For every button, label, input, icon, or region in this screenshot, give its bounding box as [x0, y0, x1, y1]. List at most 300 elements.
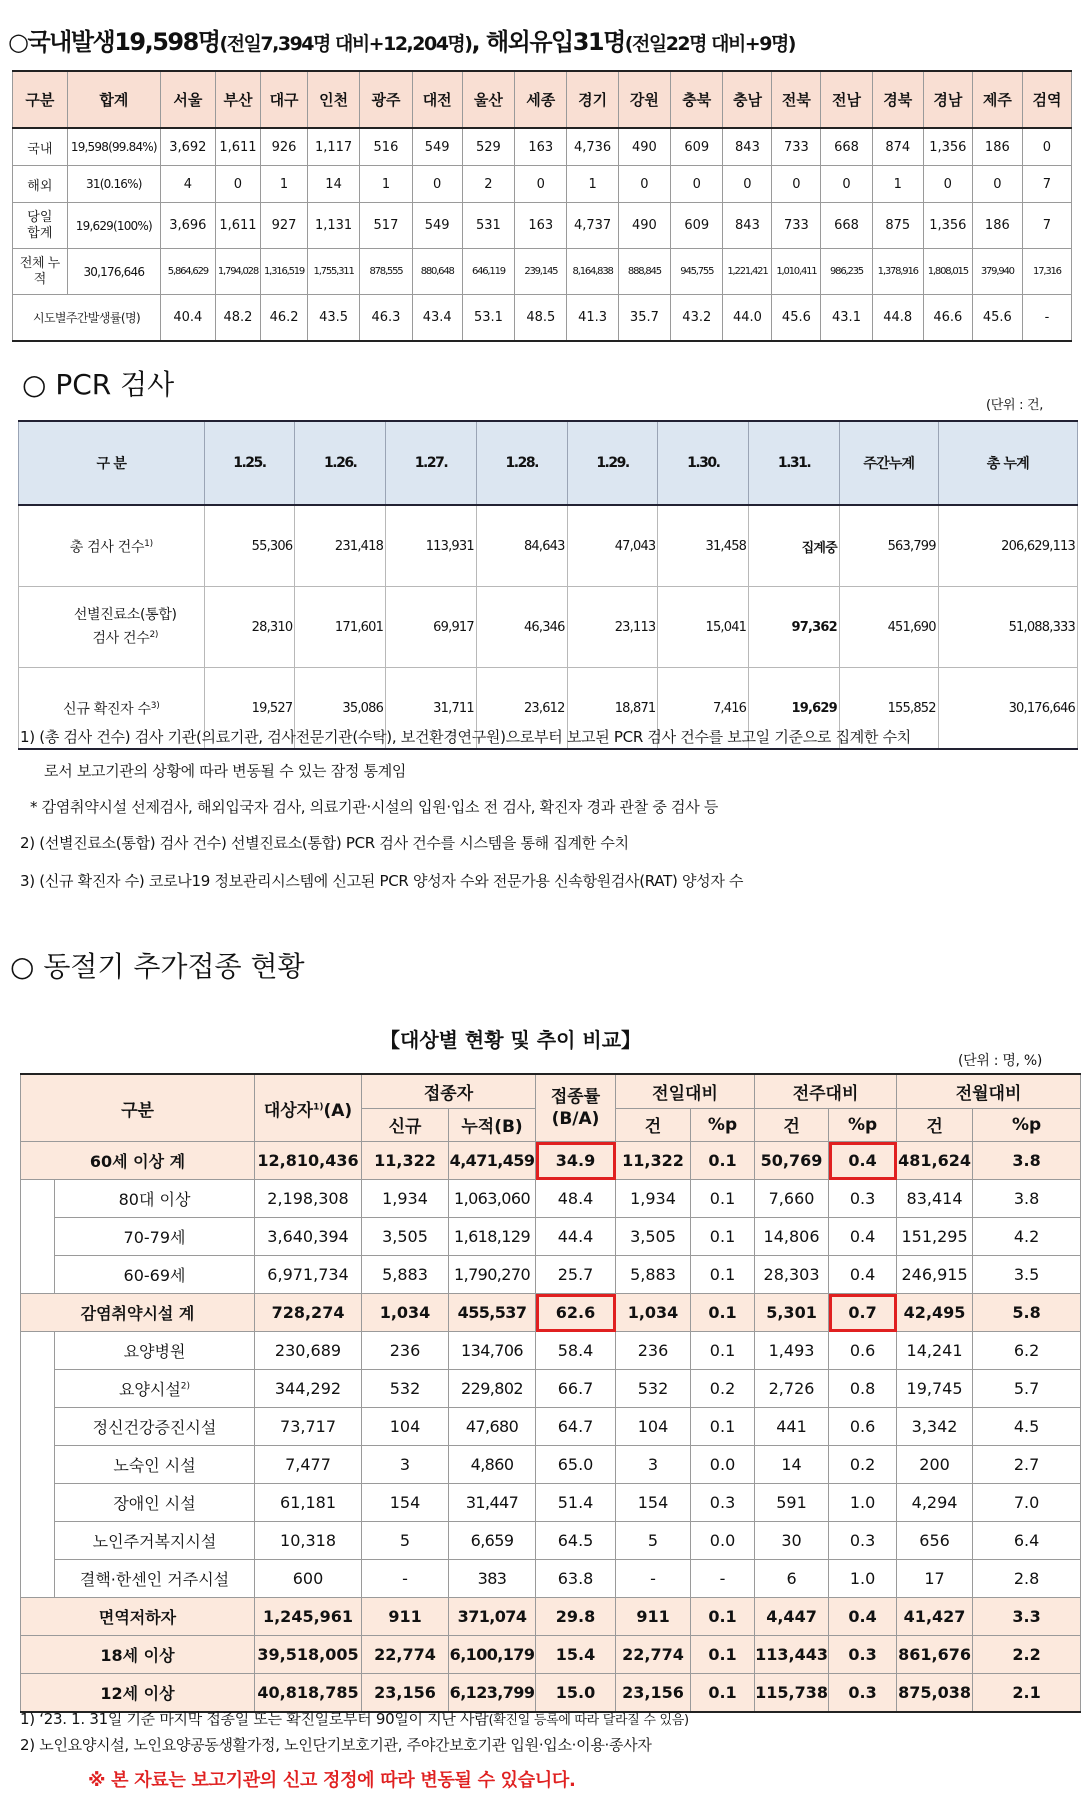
vaccination-cell: 6 [755, 1560, 829, 1598]
vaccination-cell: 62.6 [536, 1294, 616, 1332]
regional-row-label: 전체 누적 [13, 249, 68, 295]
vaccination-cell: 4,447 [755, 1598, 829, 1636]
vaccination-cell: 58.4 [536, 1332, 616, 1370]
hdr-day-pp: %p [691, 1108, 755, 1142]
regional-cell: 40.4 [161, 295, 216, 341]
vaccination-row-name [55, 1522, 255, 1560]
vaccination-cell: 6.2 [973, 1332, 1081, 1370]
vaccination-cell: 22,774 [362, 1636, 449, 1674]
vaccination-cell: 1,063,060 [449, 1180, 536, 1218]
regional-cell: 17,316 [1022, 249, 1071, 295]
vaccination-cell: 0.7 [829, 1294, 897, 1332]
regional-cell: 53.1 [462, 295, 514, 341]
regional-row-label: 해외 [13, 166, 68, 203]
pcr-header-1: 1.25. [204, 421, 295, 505]
regional-cell: 14 [307, 166, 359, 203]
vaccination-indent [21, 1180, 55, 1218]
regional-cell: 1,316,519 [261, 249, 308, 295]
regional-cell: 3,692 [161, 128, 216, 166]
vaccination-cell: 25.7 [536, 1256, 616, 1294]
vaccination-cell: 66.7 [536, 1370, 616, 1408]
vaccination-cell: 14,806 [755, 1218, 829, 1256]
regional-cell: 0 [821, 166, 872, 203]
vaccination-cell: 0.3 [829, 1636, 897, 1674]
vaccination-row [21, 1408, 1081, 1446]
pcr-cell: 451,690 [839, 587, 938, 668]
vaccination-cell: 6,971,734 [255, 1256, 362, 1294]
title-comma: , [471, 28, 486, 56]
vaccination-row-name-text: 결핵·한센인 거주시설 [79, 1570, 230, 1589]
regional-header-6: 광주 [360, 71, 412, 128]
vaccination-cell: 246,915 [897, 1256, 973, 1294]
vaccination-cell: 0.4 [829, 1598, 897, 1636]
regional-cell: 517 [360, 203, 412, 249]
vaccination-foot-2: 2) 노인요양시설, 노인요양공동생활가정, 노인단기보호기관, 주야간보호기관 입원·입소·이용·종사자 [20, 1736, 652, 1754]
regional-cell: 7 [1022, 166, 1071, 203]
vaccination-cell: 911 [362, 1598, 449, 1636]
regional-cell: 4,736 [567, 128, 618, 166]
regional-cell: 1 [872, 166, 923, 203]
domestic-count: 19,598명 [114, 28, 220, 56]
vaccination-cell: - [362, 1560, 449, 1598]
pcr-note-1b: 로서 보고기관의 상황에 따라 변동될 수 있는 잠정 통계임 [44, 762, 407, 780]
vaccination-cell: 1,034 [362, 1294, 449, 1332]
vaccination-cell: 34.9 [536, 1142, 616, 1180]
hdr-prevday: 전일대비 [616, 1074, 755, 1108]
vaccination-cell: 1.0 [829, 1560, 897, 1598]
vaccination-row-name-text: 노숙인 시설 [113, 1456, 196, 1475]
vaccination-cell: 3,342 [897, 1408, 973, 1446]
vaccination-cell: 40,818,785 [255, 1674, 362, 1713]
vaccination-cell: 229,802 [449, 1370, 536, 1408]
vaccination-foot-1: 1) ‘23. 1. 31일 기준 마지막 접종일 또는 확진일로부터 90일이 지난 사람(확진일 등록에 따라 달라질 수 있음) [20, 1710, 689, 1728]
regional-cell: 490 [618, 203, 670, 249]
pcr-cell: 18,871 [567, 668, 658, 750]
vaccination-cell: 5 [616, 1522, 691, 1560]
regional-cell: 646,119 [462, 249, 514, 295]
pcr-cell: 19,629 [749, 668, 840, 750]
vaccination-cell: 5.8 [973, 1294, 1081, 1332]
vaccination-cell: 5,883 [362, 1256, 449, 1294]
vaccination-cell: 1,493 [755, 1332, 829, 1370]
pcr-cell: 155,852 [839, 668, 938, 750]
regional-cell: - [1022, 295, 1071, 341]
regional-cell: 0 [723, 166, 772, 203]
vaccination-cell: 23,156 [362, 1674, 449, 1713]
vaccination-row-name-text: 60-69세 [123, 1266, 186, 1285]
regional-header-7: 대전 [412, 71, 462, 128]
vaccination-cell: 42,495 [897, 1294, 973, 1332]
regional-cell: 1,356 [923, 128, 972, 166]
hdr-month-cnt: 건 [897, 1108, 973, 1142]
vaccination-cell: 0.3 [829, 1180, 897, 1218]
regional-cell: 945,755 [671, 249, 723, 295]
vaccination-cell: 11,322 [616, 1142, 691, 1180]
regional-row-label: 당일 합계 [13, 203, 68, 249]
vaccination-cell: 12,810,436 [255, 1142, 362, 1180]
vaccination-cell: 532 [616, 1370, 691, 1408]
regional-cell: 46.2 [261, 295, 308, 341]
vaccination-row [21, 1522, 1081, 1560]
regional-cell: 529 [462, 128, 514, 166]
vaccination-subtitle: 【대상별 현황 및 추이 비교】 [380, 1028, 642, 1052]
vaccination-cell: 3,505 [616, 1218, 691, 1256]
pcr-unit: (단위 : 건, [986, 398, 1044, 413]
pcr-row [19, 505, 1078, 587]
regional-cell: 8,164,838 [567, 249, 618, 295]
regional-cell: 733 [772, 203, 821, 249]
circle-bullet: ○ [8, 28, 28, 56]
vaccination-cell: 0.1 [691, 1408, 755, 1446]
vaccination-cell: 3.8 [973, 1142, 1081, 1180]
regional-header-3: 부산 [215, 71, 261, 128]
vaccination-cell: 64.5 [536, 1522, 616, 1560]
vaccination-cell: 1,618,129 [449, 1218, 536, 1256]
vaccination-cell: 5,301 [755, 1294, 829, 1332]
vaccination-cell: 14,241 [897, 1332, 973, 1370]
regional-row-label: 국내 [13, 128, 68, 166]
vaccination-cell: 5 [362, 1522, 449, 1560]
pcr-row-label [19, 587, 205, 668]
vaccination-cell: 532 [362, 1370, 449, 1408]
regional-cell: 878,555 [360, 249, 412, 295]
pcr-label-sup: 2) [149, 630, 159, 641]
regional-cell: 1,808,015 [923, 249, 972, 295]
vaccination-cell: 0.1 [691, 1674, 755, 1713]
vaccination-cell: 371,074 [449, 1598, 536, 1636]
vaccination-row-name: 60세 이상 계 [21, 1142, 255, 1180]
vaccination-row-name: 12세 이상 [21, 1674, 255, 1713]
vaccination-cell: 861,676 [897, 1636, 973, 1674]
pcr-header-8: 주간누계 [839, 421, 938, 505]
hdr-rate: 접종률 (B/A) [536, 1074, 616, 1142]
regional-cell: 7 [1022, 203, 1071, 249]
vaccination-indent [21, 1484, 55, 1522]
vaccination-cell: 1,934 [616, 1180, 691, 1218]
regional-cell: 163 [515, 203, 567, 249]
pcr-note-1a: 1) (총 검사 건수) 검사 기관(의료기관, 검사전문기관(수탁), 보건환경연구원)으로부터 보고된 PCR 검사 건수를 보고일 기준으로 집계한 수치 [20, 728, 911, 746]
vaccination-cell: 47,680 [449, 1408, 536, 1446]
vaccination-cell: 2.1 [973, 1674, 1081, 1713]
regional-header-1: 합계 [67, 71, 160, 128]
pcr-header-row [19, 421, 1078, 505]
vaccination-cell: 0.1 [691, 1332, 755, 1370]
vaccination-row-name [55, 1484, 255, 1522]
regional-cell: 1,378,916 [872, 249, 923, 295]
regional-header-4: 대구 [261, 71, 308, 128]
vaccination-cell: 83,414 [897, 1180, 973, 1218]
domestic-paren: (전일7,394명 대비+12,204명) [219, 33, 472, 55]
vaccination-cell: 44.4 [536, 1218, 616, 1256]
vaccination-indent [21, 1446, 55, 1484]
pcr-cell: 집계중 [749, 505, 840, 587]
pcr-cell: 23,113 [567, 587, 658, 668]
regional-cell: 1,794,028 [215, 249, 261, 295]
vaccination-row [21, 1636, 1081, 1674]
pcr-cell: 30,176,646 [938, 668, 1077, 750]
vaccination-row-name [55, 1180, 255, 1218]
vaccination-row-name-text: 요양병원 [123, 1342, 186, 1361]
pcr-cell: 563,799 [839, 505, 938, 587]
regional-cell: 48.5 [515, 295, 567, 341]
regional-cell: 1 [261, 166, 308, 203]
regional-cell: 4,737 [567, 203, 618, 249]
vaccination-cell: 875,038 [897, 1674, 973, 1713]
vaccination-cell: 22,774 [616, 1636, 691, 1674]
regional-header-12: 충북 [671, 71, 723, 128]
domestic-label: 국내발생 [27, 28, 115, 56]
regional-row-total: 31(0.16%) [67, 166, 160, 203]
pcr-cell: 46,346 [476, 587, 567, 668]
vaccination-cell: 200 [897, 1446, 973, 1484]
vaccination-cell: - [616, 1560, 691, 1598]
regional-cell: 843 [723, 128, 772, 166]
regional-cell: 163 [515, 128, 567, 166]
vaccination-cell: 1,934 [362, 1180, 449, 1218]
vaccination-cell: 0.2 [829, 1446, 897, 1484]
vaccination-cell: 0.1 [691, 1218, 755, 1256]
vaccination-cell: 0.1 [691, 1142, 755, 1180]
regional-cell: 0 [515, 166, 567, 203]
vaccination-cell: 4,471,459 [449, 1142, 536, 1180]
vaccination-cell: 4.2 [973, 1218, 1081, 1256]
pcr-section-title: ○ PCR 검사 [22, 368, 175, 401]
vaccination-cell: 19,745 [897, 1370, 973, 1408]
regional-cell: 668 [821, 203, 872, 249]
regional-header-0: 구분 [13, 71, 68, 128]
vaccination-cell: 3.8 [973, 1180, 1081, 1218]
vaccination-cell: 65.0 [536, 1446, 616, 1484]
vaccination-row-name: 면역저하자 [21, 1598, 255, 1636]
pcr-row-label [19, 505, 205, 587]
hdr-month-pp: %p [973, 1108, 1081, 1142]
regional-row [13, 249, 1072, 295]
vaccination-cell: 0.2 [691, 1370, 755, 1408]
pcr-row [19, 587, 1078, 668]
pcr-table [18, 420, 1078, 750]
vaccination-cell: 455,537 [449, 1294, 536, 1332]
vaccination-row-name: 감염취약시설 계 [21, 1294, 255, 1332]
vaccination-cell: 3 [362, 1446, 449, 1484]
vaccination-row-name-text: 노인주거복지시설 [92, 1532, 217, 1551]
warning-notice: ※ 본 자료는 보고기관의 신고 정정에 따라 변동될 수 있습니다. [88, 1770, 576, 1791]
regional-cell: 44.8 [872, 295, 923, 341]
vaccination-cell: 6,123,799 [449, 1674, 536, 1713]
vaccination-row-name-text: 70-79세 [123, 1228, 186, 1247]
pcr-cell: 206,629,113 [938, 505, 1077, 587]
pcr-label-sup: 3) [150, 701, 160, 712]
vaccination-cell: 6,100,179 [449, 1636, 536, 1674]
hdr-week-pp: %p [829, 1108, 897, 1142]
regional-row-total: 19,598(99.84%) [67, 128, 160, 166]
pcr-cell: 31,458 [658, 505, 749, 587]
vaccination-cell: 0.3 [691, 1484, 755, 1522]
vaccination-unit: (단위 : 명, %) [958, 1053, 1043, 1069]
regional-header-14: 전북 [772, 71, 821, 128]
hdr-week-cnt: 건 [755, 1108, 829, 1142]
vaccination-cell: 0.1 [691, 1598, 755, 1636]
pcr-cell: 23,612 [476, 668, 567, 750]
regional-row-total: 30,176,646 [67, 249, 160, 295]
vaccination-cell: 3,640,394 [255, 1218, 362, 1256]
hdr-vaccinated: 접종자 [362, 1074, 536, 1108]
regional-cell: 45.6 [972, 295, 1022, 341]
regional-cell: 733 [772, 128, 821, 166]
vaccination-cell: 600 [255, 1560, 362, 1598]
regional-cell: 1 [567, 166, 618, 203]
vaccination-indent [21, 1218, 55, 1256]
vaccination-cell: 0.4 [829, 1218, 897, 1256]
regional-cell: 43.4 [412, 295, 462, 341]
vaccination-cell: 0.1 [691, 1294, 755, 1332]
vaccination-row-name: 18세 이상 [21, 1636, 255, 1674]
vaccination-row [21, 1674, 1081, 1713]
pcr-note-2: 2) (선별진료소(통합) 검사 건수) 선별진료소(통합) PCR 검사 건수를 시스템을 통해 집계한 수치 [20, 834, 629, 852]
regional-cell: 531 [462, 203, 514, 249]
regional-header-row [13, 71, 1072, 128]
domestic-overseas-title [8, 22, 795, 57]
regional-cell: 5,864,629 [161, 249, 216, 295]
vaccination-indent [21, 1522, 55, 1560]
vaccination-cell: 0.4 [829, 1256, 897, 1294]
regional-cell: 4 [161, 166, 216, 203]
regional-cell: 926 [261, 128, 308, 166]
pcr-label-sup: 1) [144, 539, 153, 550]
vaccination-cell: 29.8 [536, 1598, 616, 1636]
vaccination-row [21, 1256, 1081, 1294]
regional-cell: 186 [972, 128, 1022, 166]
regional-cell: 1,221,421 [723, 249, 772, 295]
vaccination-indent [21, 1408, 55, 1446]
regional-cases-table [12, 70, 1072, 342]
vaccination-cell: 3,505 [362, 1218, 449, 1256]
regional-cell: 668 [821, 128, 872, 166]
vaccination-cell: 3.5 [973, 1256, 1081, 1294]
vaccination-cell: 134,706 [449, 1332, 536, 1370]
regional-cell: 0 [671, 166, 723, 203]
vaccination-cell: 104 [616, 1408, 691, 1446]
pcr-cell: 97,362 [749, 587, 840, 668]
pcr-cell: 55,306 [204, 505, 295, 587]
vaccination-row [21, 1180, 1081, 1218]
vaccination-row-name [55, 1256, 255, 1294]
vaccination-cell: 1.0 [829, 1484, 897, 1522]
pcr-cell: 15,041 [658, 587, 749, 668]
regional-cell: 888,845 [618, 249, 670, 295]
pcr-cell: 28,310 [204, 587, 295, 668]
pcr-header-2: 1.26. [295, 421, 386, 505]
regional-cell: 1,356 [923, 203, 972, 249]
regional-cell: 1,117 [307, 128, 359, 166]
regional-header-8: 울산 [462, 71, 514, 128]
pcr-cell: 19,527 [204, 668, 295, 750]
vaccination-cell: 656 [897, 1522, 973, 1560]
regional-cell: 1,755,311 [307, 249, 359, 295]
vaccination-cell: 2,726 [755, 1370, 829, 1408]
vaccination-row-name [55, 1408, 255, 1446]
vaccination-cell: 0.4 [829, 1142, 897, 1180]
vaccination-row [21, 1484, 1081, 1522]
vaccination-row [21, 1294, 1081, 1332]
regional-cell: 48.2 [215, 295, 261, 341]
regional-row [13, 295, 1072, 341]
vaccination-cell: 30 [755, 1522, 829, 1560]
vaccination-row-name [55, 1218, 255, 1256]
vaccination-cell: 2.8 [973, 1560, 1081, 1598]
pcr-cell: 231,418 [295, 505, 386, 587]
vaccination-cell: 4.5 [973, 1408, 1081, 1446]
regional-cell: 0 [412, 166, 462, 203]
vaccination-cell: 154 [362, 1484, 449, 1522]
regional-cell: 1,131 [307, 203, 359, 249]
vaccination-cell: 39,518,005 [255, 1636, 362, 1674]
vaccination-cell: 0.0 [691, 1446, 755, 1484]
regional-row [13, 128, 1072, 166]
regional-header-2: 서울 [161, 71, 216, 128]
regional-cell: 875 [872, 203, 923, 249]
pcr-note-1c: * 감염취약시설 선제검사, 해외입국자 검사, 의료기관·시설의 입원·입소 전 검사, 확진자 경과 관찰 중 검사 등 [30, 798, 719, 816]
vaccination-cell: 3 [616, 1446, 691, 1484]
regional-cell: 1 [360, 166, 412, 203]
vaccination-cell: 4,860 [449, 1446, 536, 1484]
regional-cell: 1,611 [215, 128, 261, 166]
vaccination-row-name-text: 80대 이상 [118, 1190, 191, 1209]
vaccination-cell: 2.2 [973, 1636, 1081, 1674]
vaccination-section-title: ○ 동절기 추가접종 현황 [10, 950, 305, 983]
vaccination-cell: 0.1 [691, 1180, 755, 1218]
vaccination-row [21, 1218, 1081, 1256]
vaccination-cell: 64.7 [536, 1408, 616, 1446]
regional-cell: 43.2 [671, 295, 723, 341]
vaccination-cell: 728,274 [255, 1294, 362, 1332]
regional-header-13: 충남 [723, 71, 772, 128]
vaccination-cell: 344,292 [255, 1370, 362, 1408]
regional-row [13, 203, 1072, 249]
regional-cell: 43.1 [821, 295, 872, 341]
regional-cell: 927 [261, 203, 308, 249]
vaccination-cell: 61,181 [255, 1484, 362, 1522]
vaccination-row-name-text: 요양시설 [118, 1380, 181, 1399]
pcr-label-line2: 검사 건수 [92, 630, 150, 647]
regional-header-15: 전남 [821, 71, 872, 128]
pcr-cell: 171,601 [295, 587, 386, 668]
vaccination-cell: 23,156 [616, 1674, 691, 1713]
pcr-cell: 7,416 [658, 668, 749, 750]
regional-cell: 3,696 [161, 203, 216, 249]
regional-cell: 0 [215, 166, 261, 203]
regional-row-label: 시도별주간발생률(명) [13, 295, 161, 341]
regional-cell: 186 [972, 203, 1022, 249]
vaccination-indent [21, 1560, 55, 1598]
regional-cell: 41.3 [567, 295, 618, 341]
vaccination-cell: 151,295 [897, 1218, 973, 1256]
hdr-group: 구분 [21, 1074, 255, 1142]
vaccination-cell: 441 [755, 1408, 829, 1446]
vaccination-cell: 481,624 [897, 1142, 973, 1180]
vaccination-cell: 48.4 [536, 1180, 616, 1218]
regional-cell: 44.0 [723, 295, 772, 341]
vaccination-cell: 4,294 [897, 1484, 973, 1522]
vaccination-cell: 236 [362, 1332, 449, 1370]
vaccination-cell: 11,322 [362, 1142, 449, 1180]
pcr-cell: 69,917 [386, 587, 477, 668]
regional-row-total: 19,629(100%) [67, 203, 160, 249]
vaccination-cell: 7.0 [973, 1484, 1081, 1522]
vaccination-row-name [55, 1446, 255, 1484]
pcr-header-4: 1.28. [476, 421, 567, 505]
pcr-cell: 84,643 [476, 505, 567, 587]
hdr-target: 대상자$^{1)}$(A) [255, 1074, 362, 1142]
